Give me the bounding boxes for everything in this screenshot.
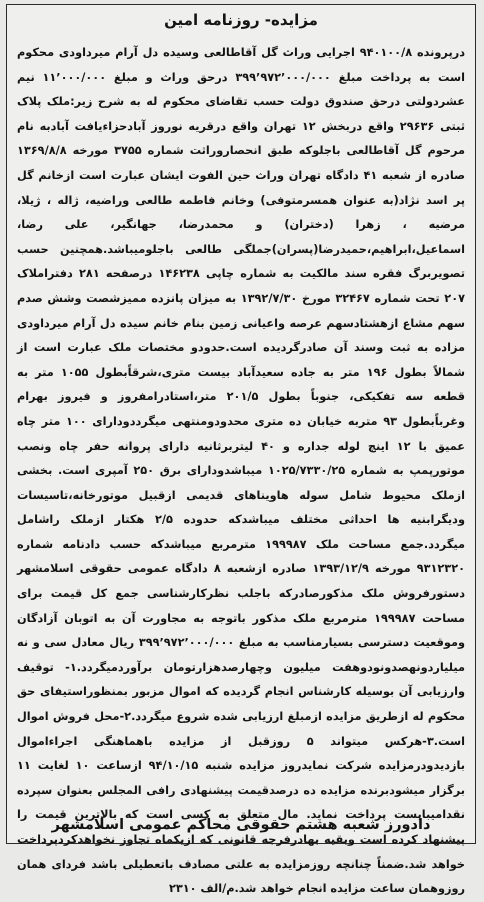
notice-title: مزایده- روزنامه امین — [164, 11, 318, 29]
notice-signature: دادورز شعبه هشتم حقوقی محاکم عمومی اسلامشهر — [51, 817, 431, 833]
notice-body: درپرونده ۹۴۰۱۰۰/۸ اجرایی وراث گل آقاطالعی وسیده دل آرام میرداودی محکوم است به پرداخت مبلغ ۳۹۹٬۹۷۲٬۰۰۰/۰۰۰ درحق وراث و مبلغ ۱۱٬۰۰۰/۰۰۰ نیم عشردولتی درحق صندوق دولت حسب تقاضای محکوم له به شرح زیر:ملک پلاک ثبتی ۲۹۶۳۶ واقع دربخش ۱۲ تهران واقع درقریه نوروز آبادحزاءیافت آبادبه نام مرحوم گل آقاطالعی باجلوکه طبق انحصاروراثت شماره ۳۷۵۵ مورخه ۱۳۶۹/۸/۸ صادره از شعبه ۴۱ دادگاه تهران وراث حین الفوت ایشان عبارت است ازخانم گل پر اسد نژاد(به عنوان همسرمتوفی) وخانم فاطمه طالعی وراضیه، ژاله ، ژیلا، مرضیه ، زهرا (دختران) و محمدرضا، جهانگیر، علی رضا، اسماعیل،ابراهیم،حمیدرضا(پسران)جملگی طالعی باجلومیباشد.همچنین حسب تصویربرگ فقره سند مالکیت به شماره چاپی ۱۴۶۲۳۸ درصفحه ۲۸۱ دفتراملاک ۲۰۷ تحت شماره ۳۲۴۶۷ مورخ ۱۳۹۲/۷/۳۰ به میزان پانزده ممیزشصت وشش صدم سهم مشاع ازهشتادسهم عرصه واعیانی زمین بنام خانم سیده دل آرام میرداودی مزاده به ثبت وسند آن صادرگردیده است.حدودو مختصات ملک عبارت است از شمالاً بطول ۱۹۶ متر به جاده سعیدآباد بیست متری،شرقاًبطول ۱۰۵۵ متر به قطعه سه تفکیکی، جنوباً بطول ۲۰۱/۵ متر،استادرامفروز و فیروز بهرام وغرباًبطول ۹۳ متربه خیابان ده متری محدودومنتهی میگرددودارای ۱۰۰ متر چاه عمیق با ۱۲ اینچ لوله جداره و ۴۰ لیتربرثانیه دارای پروانه حفر چاه ونصب موتورپمپ به شماره ۱۰۲۵/۷۳۳۰/۲۵ میباشدودارای برق ۲۵۰ آمپری است. بخشی ازملک محیوط شامل سوله هاویناهای قدیمی ازقبیل موتورخانه،تاسیسات ودیگرابنیه ها احداثی مختلف میباشدکه حدوده ۲/۵ هکتار ازملک راشامل میگردد.جمع مساحت ملک ۱۹۹۹۸۷ مترمربع میباشدکه حسب دادنامه شماره ۹۳۱۲۳۲۰ مورخه ۱۳۹۳/۱۲/۹ صادره ازشعبه ۸ دادگاه عمومی حقوقی اسلامشهر دستورفروش ملک مذکورصادرکه باجلب نظرکارشناسی جمع کل قیمت برای مساحت ۱۹۹۹۸۷ مترمربع ملک مذکور باتوجه به مجاورت آن به اتوبان آزادگان وموقعیت دسترسی بسیارمناسب به مبلغ ۳۹۹٬۹۷۲٬۰۰۰/۰۰۰ ریال معادل سی و نه میلیاردونهصدونودوهفت میلیون وچهارصدهزارتومان برآوردمیگردد.۱- توقیف وارزیابی آن بوسیله کارشناس انجام گردیده که اموال مزبور بمنظوراستیفای حق محکوم له ازطریق مزایده ازمبلغ ارزیابی شده شروع میگردد.۲-محل فروش اموال است.۳-هرکس میتواند ۵ روزقبل از مزایده باهماهنگی اجراءاموال بازدیدودرمزایده شرکت نمایدروز مزایده شنبه ۹۴/۱۰/۱۵ ازساعت ۱۰ لغایت ۱۱ برگزار میشودبرنده مزایده ده درصدقیمت پیشنهادی رافی المجلس بعنوان سپرده نقدامیبایست پرداخت نماید. مال متعلق به کسی است که بالاترین قیمت را پیشنهاد کرده است وبقیه بهادرفرجه قانونی که ازیکماه تجاوز نخواهدکردپرداخت خواهد شد.ضمناً چنانچه روزمزایده به علتی مصادف باتعطیلی باشد فردای همان روزوهمان ساعت مزایده انجام خواهد شد.م/الف ۲۳۱۰ — [17, 46, 466, 896]
notice-frame — [6, 4, 476, 896]
